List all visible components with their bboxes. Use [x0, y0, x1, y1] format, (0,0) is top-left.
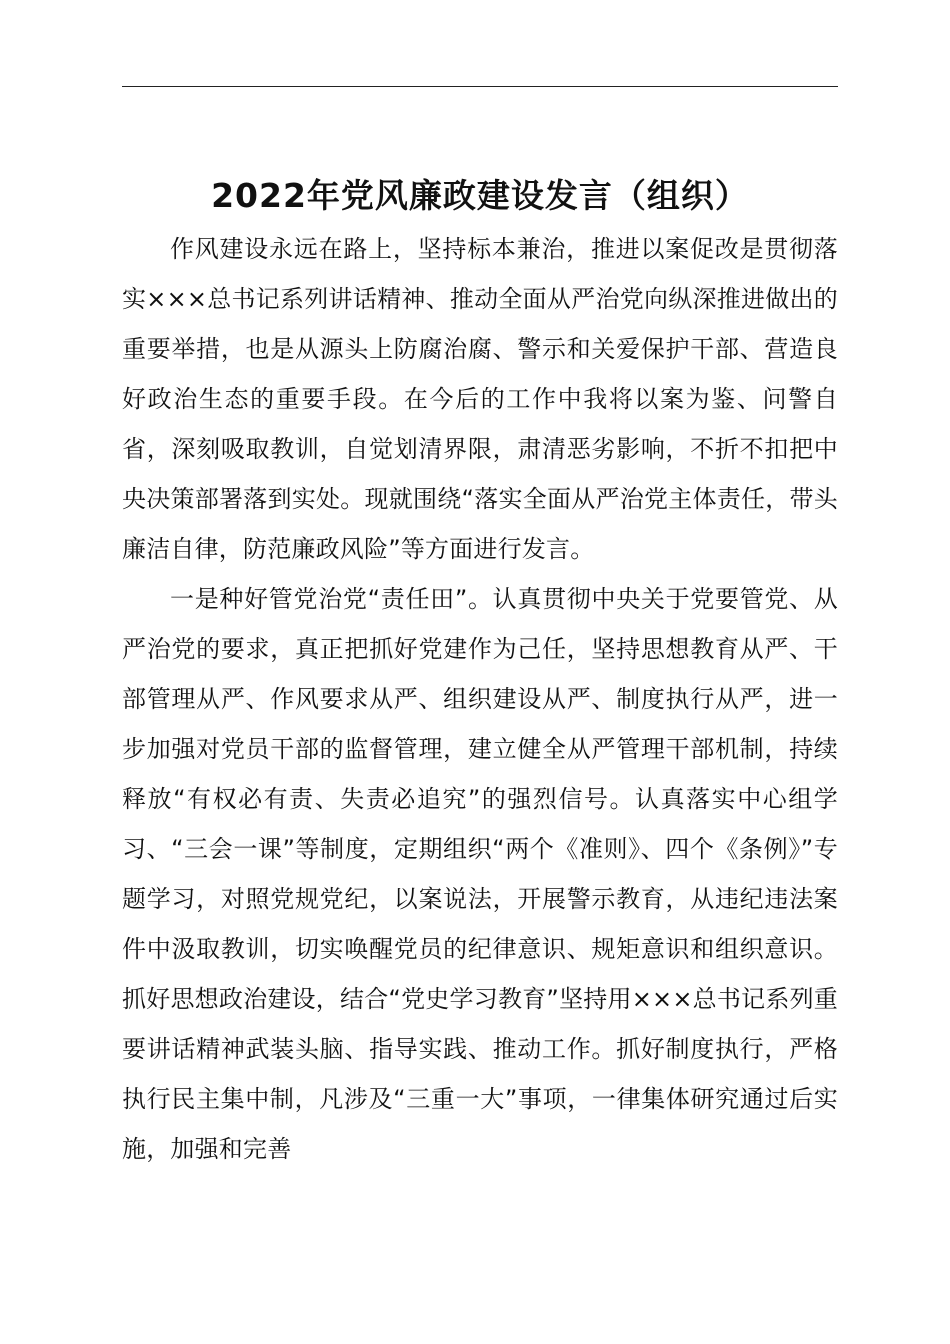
- paragraph-intro: 作风建设永远在路上，坚持标本兼治，推进以案促改是贯彻落实×××总书记系列讲话精神、推动全面从严治党向纵深推进做出的重要举措，也是从源头上防腐治腐、警示和关爱保护干部、营造良好政治生态的重要手段。在今后的工作中我将以案为鉴、问警自省，深刻吸取教训，自觉划清界限，肃清恶劣影响，不折不扣把中央决策部署落到实处。现就围绕“落实全面从严治党主体责任，带头廉洁自律，防范廉政风险”等方面进行发言。: [122, 235, 838, 563]
- document-body: [122, 224, 838, 1174]
- document-title: 2022年党风廉政建设发言（组织）: [211, 176, 749, 216]
- paragraph-responsibility: 一是种好管党治党“责任田”。认真贯彻中央关于党要管党、从严治党的要求，真正把抓好党建作为己任，坚持思想教育从严、干部管理从严、作风要求从严、组织建设从严、制度执行从严，进一步加强对党员干部的监督管理，建立健全从严管理干部机制，持续释放“有权必有责、失责必追究”的强烈信号。认真落实中心组学习、“三会一课”等制度，定期组织“两个《准则》、四个《条例》”专题学习，对照党规党纪，以案说法，开展警示教育，从违纪违法案件中汲取教训，切实唤醒党员的纪律意识、规矩意识和组织意识。抓好思想政治建设，结合“党史学习教育”坚持用×××总书记系列重要讲话精神武装头脑、指导实践、推动工作。抓好制度执行，严格执行民主集中制，凡涉及“三重一大”事项，一律集体研究通过后实施，加强和完善: [122, 585, 838, 1163]
- header-rule: [122, 86, 838, 87]
